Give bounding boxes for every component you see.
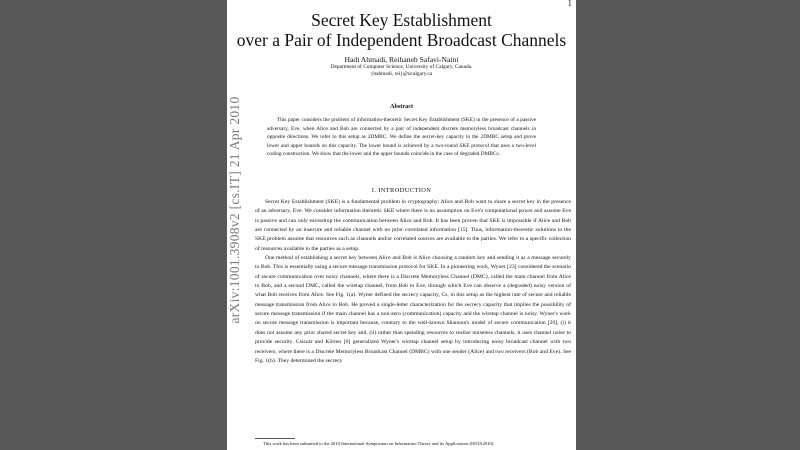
- arxiv-identifier-stamp: arXiv:1001.3908v2 [cs.IT] 21 Apr 2010: [227, 96, 242, 324]
- abstract-heading: Abstract: [389, 103, 414, 110]
- section-heading-introduction: I. INTRODUCTION: [371, 187, 432, 194]
- introduction-body: [255, 198, 571, 366]
- author-names: Hadi Ahmadi, Reihaneh Safavi-Naini: [344, 55, 459, 64]
- paper-page: [227, 0, 576, 450]
- title-line-2: over a Pair of Independent Broadcast Channels: [236, 30, 567, 50]
- submission-footnote: This work has been submitted to the 2010 International Symposium on Information Theory and its Applications (ISITA2010).: [263, 441, 495, 446]
- page-number: 1: [567, 0, 572, 8]
- abstract-text: This paper considers the problem of information-theoretic Secret Key Establishment (SKE) in the presence of a passive adversary, Eve, when Alice and Bob are connected by a pair of independent discrete memoryless broadcast channels in opposite directions. We refer to this setup as 2DMBC. We define the secret-key capacity in the 2DMBC setup and prove lower and upper bounds on this capacity. The lower bound is achieved by a two-round SKE protocol that uses a two-level coding construction. We show that the lower and the upper bounds coincide in the case of degraded DMBCs.: [267, 117, 536, 158]
- author-emails: {hahmadi, rei}@ucalgary.ca: [370, 71, 433, 77]
- intro-paragraph-1: Secret Key Establishment (SKE) is a fundamental problem in cryptography: Alice and Bob want to share a secret key in the presence of an adversary, Eve. We consider information theoretic SKE where there is no assumption on Eve's computational power and assume Eve is passive and can only eavesdrop the communication between Alice and Bob. It has been proven that SKE is impossible if Alice and Bob are connected by an insecure and reliable channel with no prior correlated information [15]. Thus, information-theoretic solutions to the SKE problem assume that resources such as channels and/or correlated sources are available to the parties. We refer to a specific collection of resources available to the parties as a setup.: [255, 199, 571, 252]
- author-affiliation: Department of Computer Science, University of Calgary, Canada.: [330, 64, 473, 70]
- intro-paragraph-2: One method of establishing a secret key between Alice and Bob is Alice choosing a random key and sending it as a message securely to Bob. This is essentially using a secure message transmission protocol for SKE. In a pioneering work, Wyner [23] considered the scenario of secure communication over noisy channels, where there is a Discrete Memoryless Channel (DMC), called the main channel from Alice to Bob, and a second DMC, called the wiretap channel, from Bob to Eve, through which Eve can observe a (degraded) noisy version of what Bob receives from Alice. See Fig. 1(a). Wyner defined the secrecy capacity, Cs, in this setup as the highest rate of secure and reliable message transmission from Alice to Bob. He proved a single-letter characterization for the secrecy capacity that implies the possibility of secure message transmission if the main channel has a non-zero (communication) capacity and the wiretap channel is noisy. Wyner's work on secure message transmission is important because, contrary to the well-known Shannon's model of secure communication [20], (i) it does not assume any prior shared secret key and, (ii) rather than spending resources to realize noiseless channels, it uses channel noise to provide security. Csiszár and Körner [6] generalized Wyner's wiretap channel setup by introducing noisy broadcast channel with two receivers, where there is a Discrete Memoryless Broadcast Channel (DMBC) with one sender (Alice) and two receivers (Bob and Eve). See Fig. 1(b). They determined the secrecy: [255, 255, 571, 364]
- title-line-1: Secret Key Establishment: [311, 10, 492, 30]
- footnote-rule: [255, 438, 295, 439]
- paper-title: [227, 10, 576, 50]
- author-block: [227, 55, 576, 78]
